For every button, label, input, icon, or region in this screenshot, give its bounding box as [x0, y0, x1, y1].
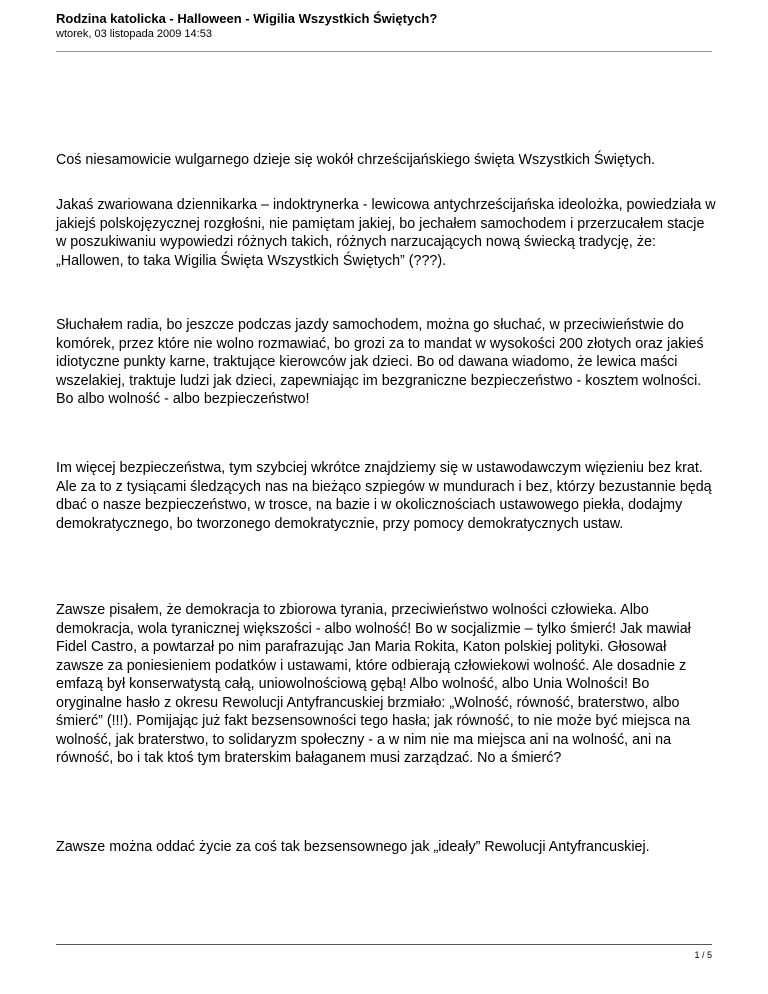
page-number: 1 / 5	[694, 950, 712, 960]
article-title: Rodzina katolicka - Halloween - Wigilia Wszystkich Świętych?	[56, 11, 438, 26]
paragraph-5: Zawsze pisałem, że demokracja to zbiorowa tyrania, przeciwieństwo wolności człowieka. Albo demokracja, wola tyranicznej większości - albo wolność! Bo w socjalizmie – tylko śmierć! Jak mawiał Fidel Castro, a powtarzał po nim parafrazując Jan Maria Rokita, Katon polskiej polityki. Głosował zawsze za poniesieniem podatków i ustawami, które odbierają człowiekowi wolność. Ale dosadnie z emfazą był konserwatystą całą, uniowolnościową gębą! Albo wolność, albo Unia Wolności! Bo oryginalne hasło z okresu Rewolucji Antyfrancuskiej brzmiało: „Wolność, równość, braterstwo, albo śmierć” (!!!). Pomijając już fakt bezsensowności tego hasła; jak równość, to nie może być miejsca na wolność, jak braterstwo, to solidaryzm społeczny - a w nim nie ma miejsca ani na wolność, ani na równość, bo i tak ktoś tym braterskim bałaganem musi zarządzać. No a śmierć?	[56, 602, 691, 766]
header-divider	[56, 51, 712, 52]
article-date: wtorek, 03 listopada 2009 14:53	[56, 28, 212, 40]
footer-divider	[56, 944, 712, 945]
page-header	[56, 11, 712, 41]
paragraph-2: Jakaś zwariowana dziennikarka – indoktrynerka - lewicowa antychrześcijańska ideolożka, powiedziała w jakiejś polskojęzycznej rozgłośni, nie pamiętam jakiej, bo jechałem samochodem i przerzucałem stacje w poszukiwaniu wypowiedzi różnych takich, różnych narzucających nową świecką tradycję, że: „Hallowen, to taka Wigilia Święta Wszystkich Świętych” (???).	[56, 197, 716, 269]
paragraph-1: Coś niesamowicie wulgarnego dzieje się wokół chrześcijańskiego święta Wszystkich Świętych.	[56, 152, 656, 168]
paragraph-6: Zawsze można oddać życie za coś tak bezsensownego jak „ideały” Rewolucji Antyfrancuskiej.	[56, 839, 650, 855]
paragraph-3: Słuchałem radia, bo jeszcze podczas jazdy samochodem, można go słuchać, w przeciwieństwie do komórek, przez które nie wolno rozmawiać, bo grozi za to mandat w wysokości 200 złotych oraz jakieś idiotyczne punkty karne, traktujące kierowców jak dzieci. Bo od dawana wiadomo, że lewica maści wszelakiej, traktuje ludzi jak dzieci, zapewniając im bezgraniczne bezpieczeństwo - kosztem wolności. Bo albo wolność - albo bezpieczeństwo!	[56, 317, 704, 407]
paragraph-4: Im więcej bezpieczeństwa, tym szybciej wkrótce znajdziemy się w ustawodawczym więzieniu bez krat. Ale za to z tysiącami śledzących nas na bieżąco szpiegów w mundurach i bez, którzy bezustannie będą dbać o nasze bezpieczeństwo, w trosce, na bazie i w okolicznościach ustawowego piekła, dodajmy demokratycznego, bo tworzonego demokratycznie, przy pomocy demokratycznych ustaw.	[56, 460, 712, 532]
